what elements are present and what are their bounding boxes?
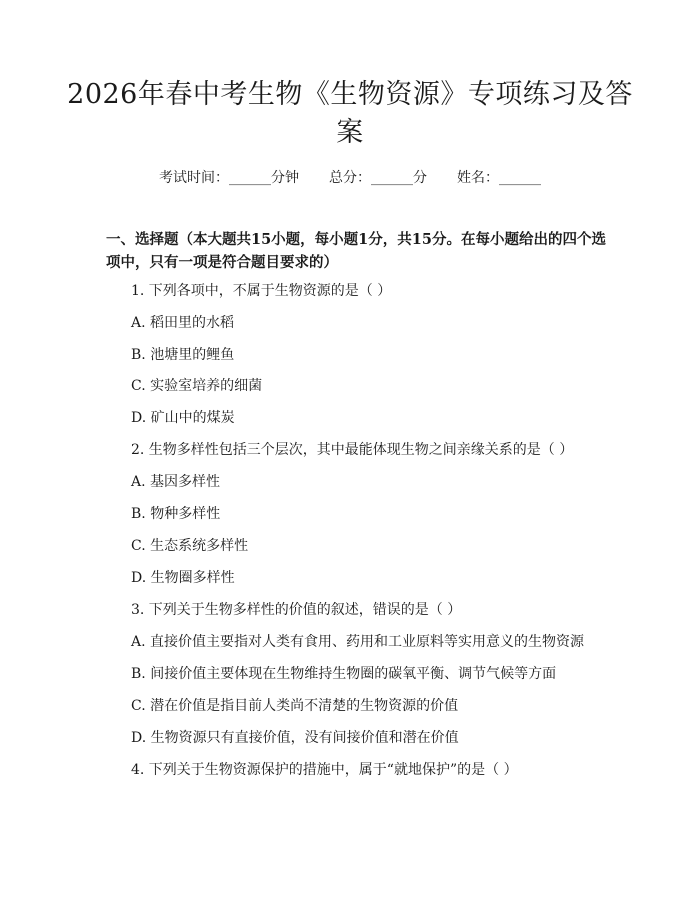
answer-option: A. 直接价值主要指对人类有食用、药用和工业原料等实用意义的生物资源 — [131, 634, 585, 650]
student-name-field: 姓名：______ — [457, 170, 541, 186]
answer-option: B. 物种多样性 — [131, 506, 221, 522]
question-stem: 3. 下列关于生物多样性的价值的叙述，错误的是（ ） — [131, 602, 462, 618]
answer-option: D. 生物资源只有直接价值，没有间接价值和潜在价值 — [131, 730, 459, 746]
answer-option: D. 矿山中的煤炭 — [131, 410, 235, 426]
answer-option: A. 稻田里的水稻 — [131, 315, 235, 331]
document-title: 2026年春中考生物《生物资源》专项练习及答案 — [67, 79, 633, 148]
answer-option: B. 池塘里的鲤鱼 — [131, 347, 235, 363]
answer-option: C. 实验室培养的细菌 — [131, 378, 263, 394]
answer-option: C. 生态系统多样性 — [131, 538, 249, 554]
exam-time-field: 考试时间：______分钟 — [159, 170, 299, 186]
question-stem: 4. 下列关于生物资源保护的措施中，属于“就地保护”的是（ ） — [131, 762, 518, 778]
answer-option: B. 间接价值主要体现在生物维持生物圈的碳氧平衡、调节气候等方面 — [131, 666, 557, 682]
section-heading: 一、选择题（本大题共15小题，每小题1分，共15分。在每小题给出的四个选项中，只有一项是符合题目要求的） — [106, 231, 606, 271]
answer-option: C. 潜在价值是指目前人类尚不清楚的生物资源的价值 — [131, 698, 459, 714]
total-score-field: 总分：______分 — [329, 170, 427, 186]
question-stem: 2. 生物多样性包括三个层次，其中最能体现生物之间亲缘关系的是（ ） — [131, 442, 574, 458]
exam-info-line — [0, 168, 700, 188]
answer-option: D. 生物圈多样性 — [131, 570, 235, 586]
question-stem: 1. 下列各项中，不属于生物资源的是（ ） — [131, 283, 392, 299]
answer-option: A. 基因多样性 — [131, 474, 221, 490]
